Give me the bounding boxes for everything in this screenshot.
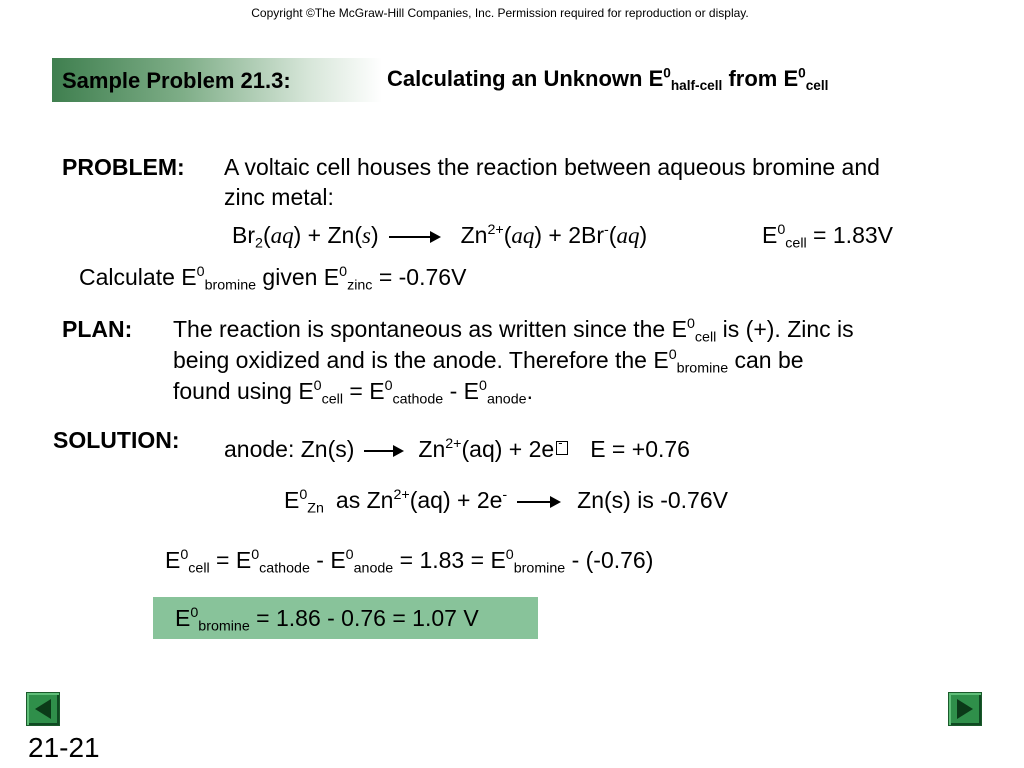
plan-text-line2: being oxidized and is the anode. Therefore the $E^0_{bromine}$ can be (173, 347, 804, 377)
problem-text-line1: A voltaic cell houses the reaction between aqueous bromine and (224, 154, 880, 180)
zinc-arrow (517, 501, 559, 503)
slide-number: 21-21 (28, 732, 100, 763)
previous-slide-button[interactable] (26, 692, 60, 726)
reaction-arrow (389, 236, 439, 238)
plan-text-line1: The reaction is spontaneous as written since the $E^0_{cell}$ is (+). Zinc is (173, 316, 854, 346)
copyright-notice: Copyright ©The McGraw-Hill Companies, Inc. Permission required for reproduction or display. (251, 6, 749, 20)
anode-arrow (364, 450, 402, 452)
electron-charge-box: - (556, 441, 568, 455)
result-equation: $E^0_{bromine} = 1.86 - 0.76 = 1.07$ V (175, 605, 479, 635)
sample-problem-label: Sample Problem 21.3: (62, 68, 291, 93)
plan-heading: PLAN: (62, 316, 133, 342)
calculate-prompt: Calculate $E^0_{bromine}$ given $E^0_{zinc} = -0.76V$ (79, 264, 467, 294)
solution-heading: SOLUTION: (53, 427, 180, 453)
zinc-reduction-potential: $E^0_{Zn}$ as $Zn^{2+}(aq) + 2e^-$ Zn(s) is -0.76V (284, 487, 728, 517)
problem-text-line2: zinc metal: (224, 184, 334, 210)
ecell-value: $E^0_{cell} = 1.83V$ (762, 222, 893, 252)
triangle-left-icon (27, 693, 59, 725)
slide-title: Calculating an Unknown $E^0_{half-cell}$ from $E^0_{cell}$ (387, 65, 829, 94)
problem-heading: PROBLEM: (62, 154, 185, 180)
next-slide-button[interactable] (948, 692, 982, 726)
anode-half-reaction: anode: Zn(s) $Zn^{2+}(aq) + 2e$ - E = +0.76 (224, 435, 690, 462)
triangle-right-icon (949, 693, 981, 725)
cell-potential-equation: $E^0_{cell} = E^0_{cathode} - E^0_{anode} = 1.83 = E^0_{bromine} - (-0.76)$ (165, 547, 654, 577)
reaction-equation: $Br_2(aq) + Zn(s) Zn^{2+}(aq) + 2Br^-(aq)$ (232, 222, 648, 252)
plan-text-line3: found using $E^0_{cell} = E^0_{cathode} - E^0_{anode}$. (173, 378, 533, 408)
